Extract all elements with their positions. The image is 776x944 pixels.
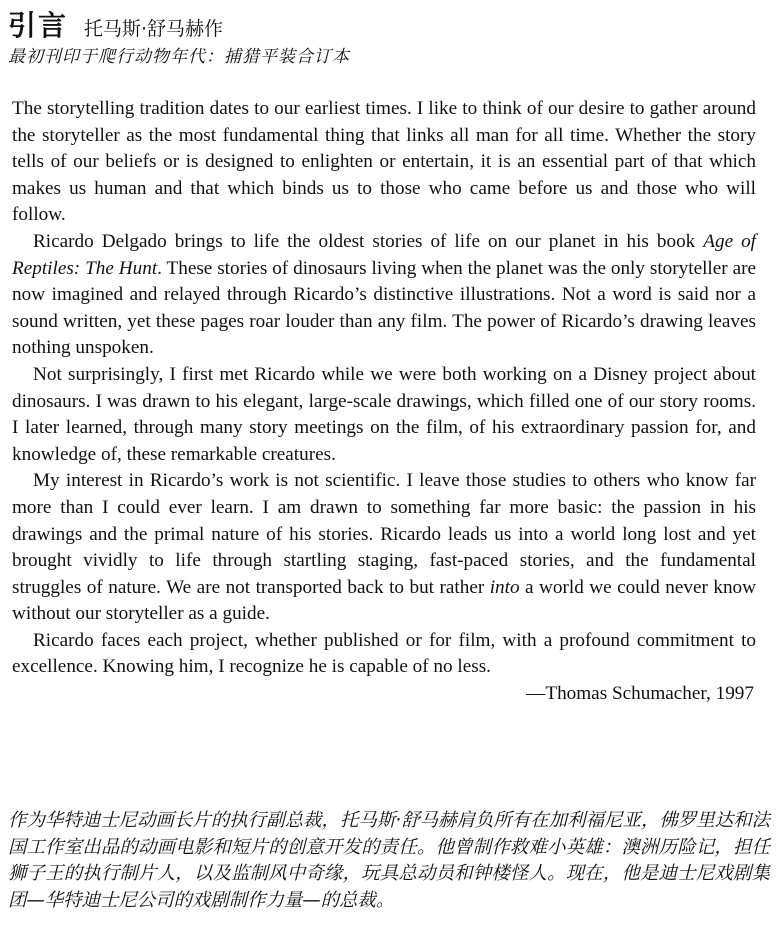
paragraph-4-text-a: My interest in Ricardo’s work is not scientific. I leave those studies to others who know far more than I could ever learn. I am drawn to something far more basic: the passion in his drawings and the primal nature of his stories. Ricardo leads us into a world long lost and yet brought vividly to life through startling staging, fast-paced stories, and the fundamental struggles of nature. We are not transported back to but rather	[12, 470, 756, 598]
title-row	[8, 4, 768, 42]
paragraph-3: Not surprisingly, I first met Ricardo while we were both working on a Disney project about dinosaurs. I was drawn to his elegant, large-scale drawings, which filled one of our story rooms. I later learned, through many story meetings on the film, of his extraordinary passion for, and knowledge of, these remarkable creatures.	[12, 363, 756, 465]
paragraph-4-text-b: a world we could never know without our storyteller as a guide.	[12, 576, 757, 625]
paragraph-4	[12, 468, 756, 628]
author-byline: 托马斯·舒马赫作	[84, 18, 224, 40]
paragraph-5: Ricardo faces each project, whether published or for film, with a profound commitment to excellence. Knowing him, I recognize he is capable of no less.	[12, 629, 756, 678]
book-title: Age of Reptiles: The Hunt	[12, 230, 756, 279]
header	[8, 4, 768, 67]
introduction-body	[12, 96, 756, 708]
page-title: 引言	[8, 9, 69, 42]
paragraph-1: The storytelling tradition dates to our earliest times. I like to think of our desire to gather around the storyteller as the most fundamental thing that links all man for all time. Whether the story tells of our beliefs or is designed to enlighten or entertain, it is an essential part of that which makes us human and that which binds us to those who came before us and those who will follow.	[12, 98, 756, 226]
paragraph-2-text-a: Ricardo Delgado brings to life the oldest stories of life on our planet in his book	[33, 230, 704, 252]
emphasis-into: into	[489, 576, 520, 598]
translator-note: 作为华特迪士尼动画长片的执行副总裁，托马斯·舒马赫肩负所有在加利福尼亚，佛罗里达和法国工作室出品的动画电影和短片的创意开发的责任。他曾制作救难小英雄：澳洲历险记，担任狮子王的执行制片人，以及监制风中奇缘，玩具总动员和钟楼怪人。现在，他是迪士尼戏剧集团—华特迪士尼公司的戏剧制作力量—的总裁。	[8, 810, 770, 911]
signature: —Thomas Schumacher, 1997	[526, 683, 754, 705]
subtitle: 最初刊印于爬行动物年代：捕猎平装合订本	[8, 47, 350, 67]
paragraph-2-text-b: . These stories of dinosaurs living when the planet was the only storyteller are now imagined and relayed through Ricardo’s distinctive illustrations. Not a word is said nor a sound written, yet these pages roar louder than any film. The power of Ricardo’s drawing leaves nothing unspoken.	[12, 257, 756, 359]
paragraph-2	[12, 229, 756, 362]
